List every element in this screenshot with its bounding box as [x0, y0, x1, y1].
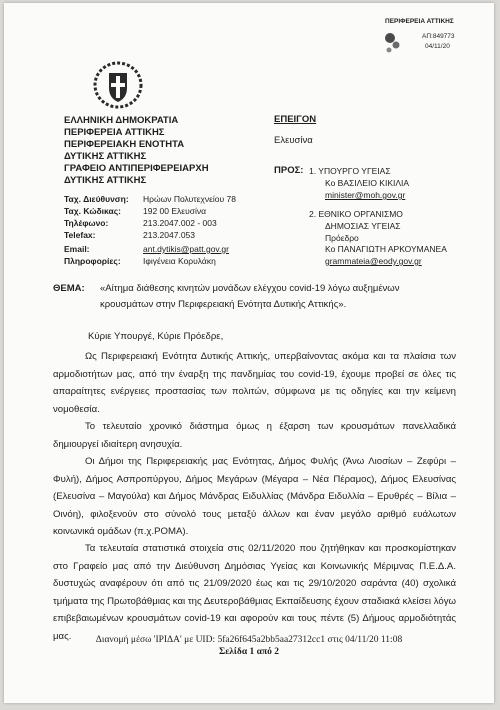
- recipient-line: ΔΗΜΟΣΙΑΣ ΥΓΕΙΑΣ: [325, 221, 401, 231]
- recipient-line: Πρόεδρο: [325, 233, 359, 243]
- subject-line: «Αίτημα διάθεσης κινητών μονάδων ελέγχου covid-19 λόγω αυξημένων: [100, 283, 400, 294]
- body-paragraph: Οι Δήμοι της Περιφερειακής μας Ενότητας, Δήμος Φυλής (Άνω Λιοσίων – Ζεφύρι – Φυλή), Δήμος Ασπροπύργου, Δήμος Μεγάρων (Μέγαρα – Νέα Πέραμος), Δήμος Ελευσίνας (Ελευσίνα – Μαγούλα) και Δήμος Μάνδρας Ειδυλλίας (Μάνδρα Ειδυλλία – Ερυθρές – Βίλια – Οινόη), φιλοξενούν στο σύνολό τους μεταξύ άλλων και έναν μεγάλο αριθμό ευάλωτων κοινωνικά ομάδων (π.χ.ΡΟΜΑ).: [53, 456, 456, 537]
- contact-value: 213.2047.002 - 003: [143, 218, 217, 228]
- document-page: [4, 3, 494, 703]
- contact-label: Ταχ. Κώδικας:: [64, 206, 121, 216]
- body-paragraph: Ως Περιφερειακή Ενότητα Δυτικής Αττικής, υπερβαίνοντας ακόμα και τα πλαίσια των αρμοδιοτήτων μας, από την έναρξη της πανδημίας του covid-19, έχουμε προβεί σε όλες τις απαραίτητες ενέργειες προστασίας των πολιτών, σύμφωνα με τις οδηγίες και την κείμενη νομοθεσία.: [53, 351, 456, 415]
- urgency-label: ΕΠΕΙΓΟΝ: [274, 114, 317, 125]
- header-line: ΓΡΑΦΕΙΟ ΑΝΤΙΠΕΡΙΦΕΡΕΙΑΡΧΗ: [64, 163, 209, 174]
- subject-label: ΘΕΜΑ:: [53, 283, 85, 294]
- page-number: Σελίδα 1 από 2: [219, 647, 279, 657]
- contact-label: Τηλέφωνο:: [64, 218, 109, 228]
- subject-line: κρουσμάτων στην Περιφερειακή Ενότητα Δυτικής Αττικής».: [100, 299, 347, 310]
- salutation: Κύριε Υπουργέ, Κύριε Πρόεδρε,: [88, 331, 224, 342]
- header-line: ΔΥΤΙΚΗΣ ΑΤΤΙΚΗΣ: [64, 151, 147, 162]
- contact-value: 213.2047.053: [143, 230, 195, 240]
- contact-label: Email:: [64, 244, 90, 254]
- body-paragraph: Το τελευταίο χρονικό διάστημα όμως η έξαρση των κρουσμάτων πανελλαδικά δημιουργεί ιδιαίτερη ανησυχία.: [53, 421, 456, 450]
- contact-value: 192 00 Ελευσίνα: [143, 206, 207, 216]
- contact-value: Ιφιγένεια Κορυλάκη: [143, 256, 216, 266]
- recipient-line: Κο ΒΑΣΙΛΕΙΟ ΚΙΚΙΛΙΑ: [325, 178, 410, 188]
- to-label: ΠΡΟΣ:: [274, 165, 304, 176]
- stamp-region: ΠΕΡΙΦΕΡΕΙΑ ΑΤΤΙΚΗΣ: [385, 18, 454, 25]
- region-logo-icon: [380, 30, 406, 56]
- contact-label: Telefax:: [64, 230, 96, 240]
- header-line: ΔΥΤΙΚΗΣ ΑΤΤΙΚΗΣ: [64, 175, 147, 186]
- header-line: ΠΕΡΙΦΕΡΕΙΑΚΗ ΕΝΟΤΗΤΑ: [64, 139, 185, 150]
- email-link[interactable]: ant.dytikis@patt.gov.gr: [143, 244, 229, 254]
- stamp-protocol: ΑΠ:849773: [422, 33, 455, 40]
- recipient-line: Κο ΠΑΝΑΓΙΩΤΗ ΑΡΚΟΥΜΑΝΕΑ: [325, 244, 447, 254]
- distribution-note: Διανομή μέσω 'ΙΡΙΔΑ' με UID: 5fa26f645a2bb5aa27312cc1 στις 04/11/20 11:08: [95, 635, 403, 645]
- contact-value: Ηρώων Πολυτεχνείου 78: [143, 194, 236, 204]
- header-line: ΠΕΡΙΦΕΡΕΙΑ ΑΤΤΙΚΗΣ: [64, 127, 165, 138]
- header-line: ΕΛΛΗΝΙΚΗ ΔΗΜΟΚΡΑΤΙΑ: [64, 115, 179, 126]
- recipient-email-link[interactable]: grammateia@eody.gov.gr: [325, 256, 422, 266]
- contact-label: Ταχ. Διεύθυνση:: [64, 194, 129, 204]
- greek-emblem-icon: [92, 60, 144, 110]
- contact-label: Πληροφορίες:: [64, 256, 121, 266]
- recipient-email-link[interactable]: minister@moh.gov.gr: [325, 190, 406, 200]
- place-label: Ελευσίνα: [274, 135, 313, 146]
- body-paragraph: Τα τελευταία στατιστικά στοιχεία στις 02/11/2020 που ζητήθηκαν και προσκομίστηκαν στο Γραφείο μας από την Διεύθυνση Δημόσιας Υγείας και Κοινωνικής Μέριμνας Π.Ε.Δ.Α. δυστυχώς αναφέρουν ότι από τις 21/09/2020 έως και τις 29/10/2020 σαράντα (40) σχολικά τμήματα της Πρωτοβάθμιας και της Δευτεροβάθμιας Εκπαίδευσης έχουν σταδιακά κλείσει λόγω επιβεβαιωμένων κρουσμάτων covid-19 και αφορούν και τους πέντε (5) Δήμους αρμοδιότητάς μας.: [53, 543, 456, 642]
- stamp-date: 04/11/20: [425, 43, 450, 50]
- recipient-line: 1. ΥΠΟΥΡΓΟ ΥΓΕΙΑΣ: [309, 166, 391, 176]
- recipient-line: 2. ΕΘΝΙΚΟ ΟΡΓΑΝΙΣΜΟ: [309, 209, 403, 219]
